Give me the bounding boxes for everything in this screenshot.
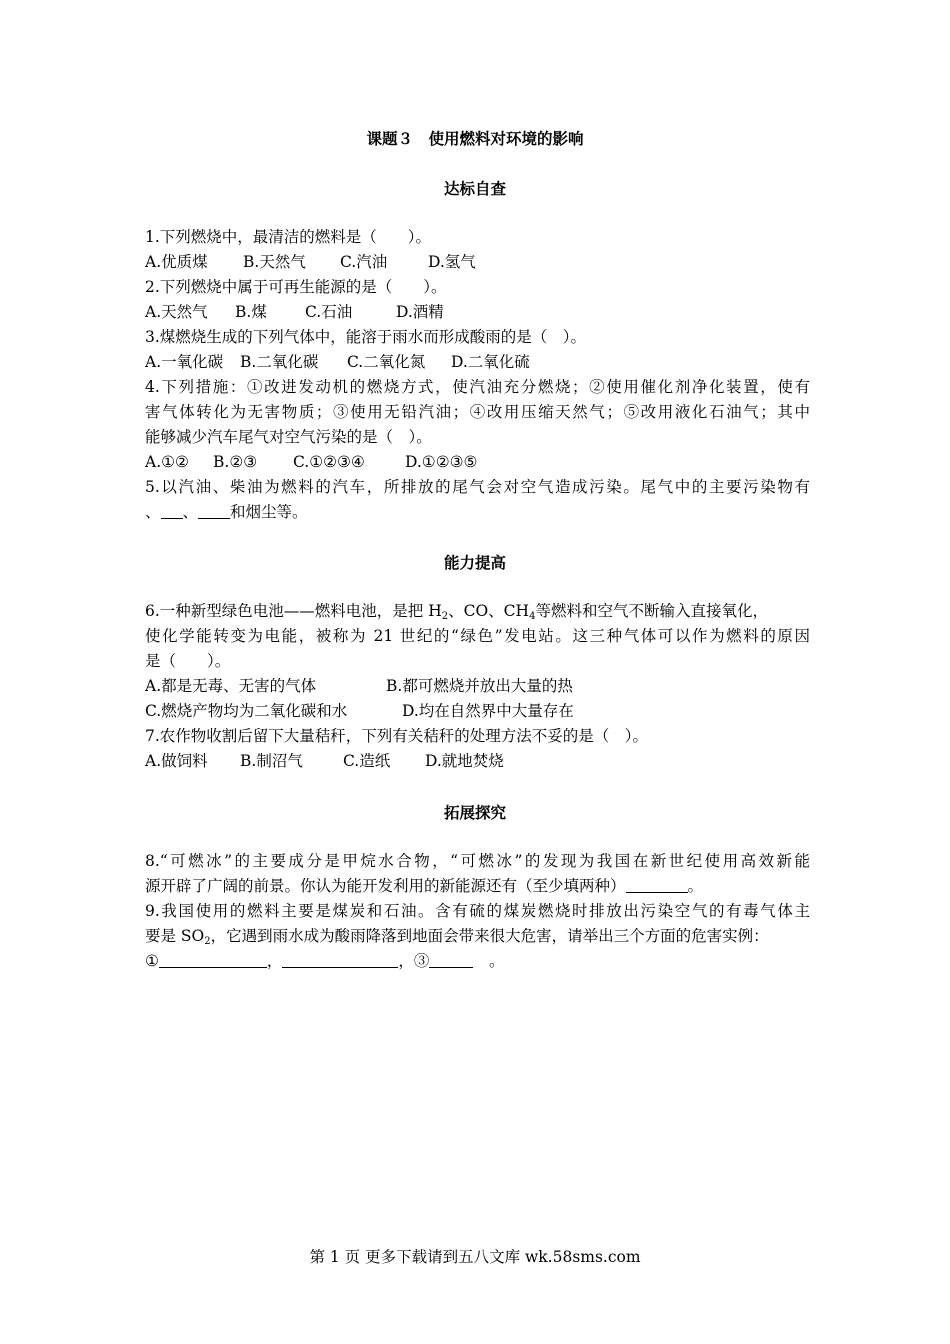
question-9-line-2 <box>145 926 810 946</box>
question-6-line-2: 使化学能转变为电能，被称为 21 世纪的“绿色”发电站。这三种气体可以作为燃料的原因 <box>145 627 810 645</box>
q5-text-sep-2: 、 <box>182 503 199 521</box>
page-footer: 第 1 页 更多下载请到五八文库 wk.58sms.com <box>309 1248 641 1266</box>
option-d: D.酒精 <box>396 303 444 321</box>
option-c: C.二氧化氮 <box>347 353 426 371</box>
question-4-options <box>145 452 810 472</box>
answer-blank[interactable] <box>282 952 398 968</box>
question-6-line-3: 是（ ）。 <box>145 652 231 670</box>
question-1-options <box>145 252 810 272</box>
question-2-options <box>145 302 810 322</box>
subscript: 2 <box>204 936 211 947</box>
option-d: D.均在自然界中大量存在 <box>402 702 574 720</box>
question-4-line-2: 害气体转化为无害物质；③使用无铅汽油；④改用压缩天然气；⑤改用液化石油气；其中 <box>145 403 810 421</box>
q8-text-end: 。 <box>687 877 704 895</box>
option-c: C.燃烧产物均为二氧化碳和水 <box>145 702 348 720</box>
q9-sep-1: ， <box>266 952 283 970</box>
q6-text-b: 、CO、CH <box>448 602 530 620</box>
answer-blank[interactable] <box>159 952 267 968</box>
question-4-line-1: 4.下列措施：①改进发动机的燃烧方式，使汽油充分燃烧；②使用催化剂净化装置，使有 <box>145 378 810 396</box>
answer-blank[interactable] <box>626 877 688 893</box>
q9-marker-3: ，③ <box>398 952 430 970</box>
question-5-line-2 <box>145 502 810 522</box>
option-b: B.制沼气 <box>240 752 303 770</box>
question-8-line-1: 8.“可燃冰”的主要成分是甲烷水合物，“可燃冰”的发现为我国在新世纪使用高效新能 <box>145 852 810 870</box>
section-heading-ability: 能力提高 <box>443 553 506 572</box>
question-1-stem: 1.下列燃烧中，最清洁的燃料是（ ）。 <box>145 228 432 246</box>
option-a: A.做饲料 <box>145 752 208 770</box>
question-7-stem: 7.农作物收割后留下大量秸秆，下列有关秸秆的处理方法不妥的是（ ）。 <box>145 727 649 745</box>
option-a: A.一氧化碳 <box>145 353 224 371</box>
option-d: D.①②③⑤ <box>405 453 478 471</box>
q8-text: 源开辟了广阔的前景。你认为能开发利用的新能源还有（至少填两种） <box>145 877 626 895</box>
option-d: D.氢气 <box>428 253 476 271</box>
option-b: B.都可燃烧并放出大量的热 <box>386 677 573 695</box>
q5-text-sep-1: 、 <box>145 503 161 521</box>
option-d: D.二氧化硫 <box>451 353 530 371</box>
question-6-options-cd <box>145 701 810 721</box>
q6-text-c: 等燃料和空气不断输入直接氧化， <box>535 602 768 620</box>
q9-text-b: ，它遇到雨水成为酸雨降落到地面会带来很大危害，请举出三个方面的危害实例： <box>210 927 769 945</box>
option-c: C.汽油 <box>340 253 388 271</box>
question-7-options <box>145 751 810 771</box>
question-3-options <box>145 352 810 372</box>
option-a: A.都是无毒、无害的气体 <box>145 677 317 695</box>
section-heading-extension: 拓展探究 <box>443 803 506 822</box>
question-5-line-1: 5.以汽油、柴油为燃料的汽车，所排放的尾气会对空气造成污染。尾气中的主要污染物有 <box>145 478 810 496</box>
option-a: A.①② <box>145 453 189 471</box>
section-heading-self-check: 达标自查 <box>443 179 506 198</box>
question-4-line-3: 能够减少汽车尾气对空气污染的是（ ）。 <box>145 428 432 446</box>
option-b: B.二氧化碳 <box>240 353 319 371</box>
option-c: C.①②③④ <box>293 453 365 471</box>
subscript: 2 <box>441 611 449 622</box>
q6-text-a: 6.一种新型绿色电池——燃料电池，是把 H <box>145 602 442 620</box>
question-6-options-ab <box>145 676 810 696</box>
q5-text-tail: 和烟尘等。 <box>230 503 308 521</box>
option-b: B.煤 <box>235 303 267 321</box>
subscript: 4 <box>529 611 536 622</box>
question-3-stem: 3.煤燃烧生成的下列气体中，能溶于雨水而形成酸雨的是（ ）。 <box>145 328 587 346</box>
document-title: 课题３ 使用燃料对环境的影响 <box>366 129 584 148</box>
q9-marker-1: ① <box>145 952 159 970</box>
option-b: B.②③ <box>213 453 258 471</box>
question-8-line-2 <box>145 876 810 896</box>
option-b: B.天然气 <box>243 253 306 271</box>
q9-text-a: 要是 SO <box>145 927 205 945</box>
question-9-line-1: 9.我国使用的燃料主要是煤炭和石油。含有硫的煤炭燃烧时排放出污染空气的有毒气体主 <box>145 902 810 920</box>
answer-blank[interactable] <box>429 952 473 968</box>
q9-text-end: 。 <box>473 952 505 970</box>
option-c: C.石油 <box>305 303 353 321</box>
option-d: D.就地焚烧 <box>425 752 504 770</box>
answer-blank[interactable] <box>161 503 183 519</box>
option-c: C.造纸 <box>343 752 391 770</box>
question-6-line-1 <box>145 601 810 621</box>
answer-blank[interactable] <box>198 503 230 519</box>
option-a: A.天然气 <box>145 303 208 321</box>
question-2-stem: 2.下列燃烧中属于可再生能源的是（ ）。 <box>145 278 447 296</box>
question-9-line-3 <box>145 951 810 971</box>
option-a: A.优质煤 <box>145 253 208 271</box>
